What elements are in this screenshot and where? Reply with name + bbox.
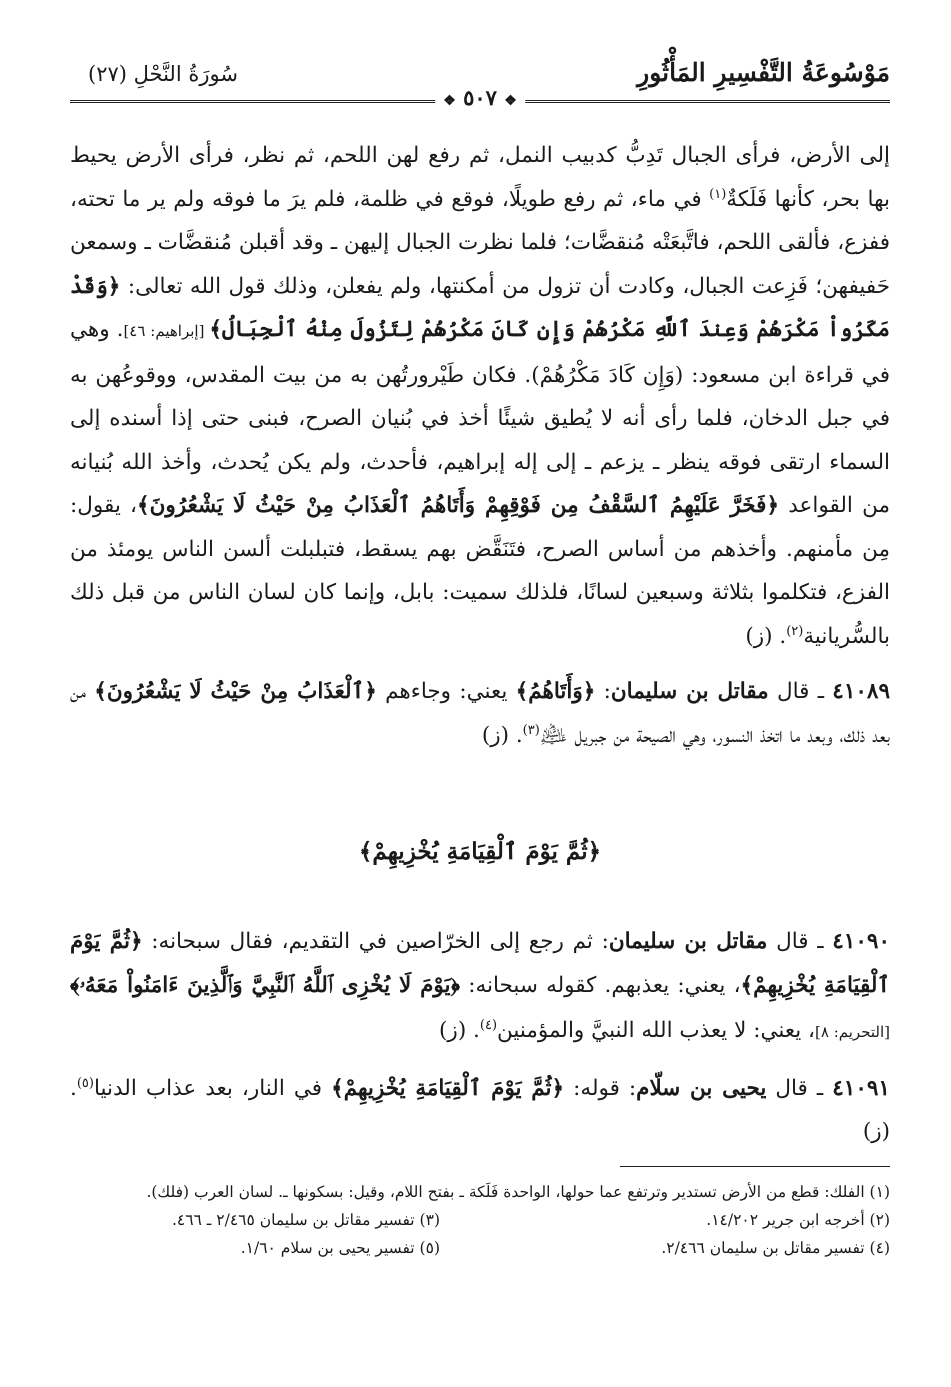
narrator-name: يحيى بن سلّام xyxy=(636,1075,767,1101)
quran-quote: ﴿فَخَرَّ عَلَيْهِمُ ٱلسَّقْفُ مِن فَوْقِهِمْ وَأَتَاهُمُ ٱلْعَذَابُ مِنْ حَيْثُ لَا يَشْعُرُونَ﴾ xyxy=(137,493,780,518)
entry-41090 xyxy=(70,920,890,1055)
text-run: ، يعني: يعذبهم. كقوله سبحانه: xyxy=(460,972,741,998)
entry-number: ٤١٠٨٩ xyxy=(832,679,891,704)
footnote-ref: (٢) xyxy=(786,623,804,639)
quran-quote: ﴿وَأَتَاهُمُ﴾ xyxy=(515,679,596,704)
ayah-heading: ﴿ثُمَّ يَوْمَ ٱلْقِيَامَةِ يُخْزِيهِمْ﴾ xyxy=(358,838,602,865)
text-run: : قوله: xyxy=(564,1075,637,1101)
entry-number: ٤١٠٩٠ xyxy=(832,929,890,954)
narrator-name: مقاتل بن سليمان xyxy=(610,679,769,704)
quran-quote: ﴿يَوْمَ لَا يُخْزِى ٱللَّهُ ٱلنَّبِيَّ وَٱلَّذِينَ ءَامَنُواْ مَعَهُۥ﴾ xyxy=(70,972,461,998)
footnote-4: (٤) تفسير مقاتل بن سليمان ٢/٤٦٦. xyxy=(661,1239,890,1257)
text-run: من بعد ذلك، وبعد ما اتخذ النسور، وهي الصيحة من جبريل ﵇ xyxy=(70,679,890,748)
book-title: مَوْسُوعَةُ التَّفْسِيرِ المَأْثُورِ xyxy=(637,58,890,87)
quran-quote: ﴿ٱلْعَذَابُ مِنْ حَيْثُ لَا يَشْعُرُونَ﴾ xyxy=(94,679,377,704)
text-run: : xyxy=(595,679,611,704)
footnote-1: (١) الفلك: قطع من الأرض تستدير وترتفع عما حولها، الواحدة فَلَكة ـ بفتح اللام، وقيل: بسكونها ـ. لسان العرب (فلك). xyxy=(146,1183,890,1201)
text-run: . (ز) xyxy=(745,623,787,649)
quran-quote: ﴿ثُمَّ يَوْمَ ٱلْقِيَامَةِ يُخْزِيهِمْ﴾ xyxy=(70,929,891,998)
verse-reference: [التحريم: ٨] xyxy=(815,1023,890,1041)
text-run: في ماء، ثم رفع طويلًا، فوقع في ظلمة، فلم يرَ ما فوقه ولم ير ما تحته، ففزع، فألقى اللحم، فاتَّبعَتْه مُنقضَّات؛ فلما نظرت الجبال إليهن ـ وقد أقبلن مُنقضَّات ـ وسمعن حَفيفهن؛ فَزِعت الجبال، وكادت أن تزول من أمكنتها، ولم يفعلن، وذلك قول الله تعالى: xyxy=(70,186,890,299)
footnote-ref: (١) xyxy=(709,186,727,202)
ornament-icon: ❖ xyxy=(504,93,517,109)
page-number-text: ٥٠٧ xyxy=(463,85,497,110)
ornament-icon: ❖ xyxy=(443,93,456,109)
text-run: . (ز) xyxy=(70,1075,890,1144)
text-run: ـ قال xyxy=(767,929,833,954)
narration-paragraph xyxy=(70,134,890,658)
footnote-ref: (٣) xyxy=(522,722,540,738)
footnote-3: (٣) تفسير مقاتل بن سليمان ٢/٤٦٥ ـ ٤٦٦. xyxy=(171,1211,440,1229)
text-run: ، يقول: مِن مأمنهم. وأخذهم من أساس الصرح، فتَنَقَّض بهم يسقط، فتبلبلت ألسن الناس يومئذ من الفزع، فتكلموا بثلاثة وسبعين لسانًا، فلذلك سميت: بابل، وإنما كان لسان الناس من قبل ذلك بالسُّريانية xyxy=(70,493,890,649)
quran-quote: ﴿ثُمَّ يَوْمَ ٱلْقِيَامَةِ يُخْزِيهِمْ﴾ xyxy=(331,1075,565,1101)
quran-quote: ﴿وَقَدْ مَكَرُواْ مَكْرَهُمْ وَعِندَ ٱللَّهِ مَكْرُهُمْ وَإِن كَانَ مَكْرُهُمْ لِتَزُولَ مِنْهُ ٱلْجِبَالُ﴾ xyxy=(70,273,891,342)
running-header xyxy=(70,58,890,110)
footnote-row xyxy=(70,1234,890,1262)
page-number xyxy=(435,85,525,110)
entry-41089 xyxy=(70,670,890,757)
text-run: : ثم رجع إلى الخرّاصين في التقديم، فقال سبحانه: xyxy=(142,929,609,954)
entry-number: ٤١٠٩١ xyxy=(832,1075,890,1101)
entry-41091 xyxy=(70,1067,890,1154)
footnote-5: (٥) تفسير يحيى بن سلام ١/٦٠. xyxy=(240,1239,440,1257)
footnotes xyxy=(70,1178,890,1262)
text-run: في النار، بعد عذاب الدنيا xyxy=(93,1075,332,1101)
footnote-ref: (٥) xyxy=(76,1075,94,1091)
footnote-ref: (٤) xyxy=(479,1017,498,1033)
verse-reference: [إبراهيم: ٤٦] xyxy=(123,322,210,340)
text-run: . (ز) xyxy=(439,1018,480,1043)
footnote-separator xyxy=(620,1166,890,1167)
footnote-row xyxy=(70,1206,890,1234)
narrator-name: مقاتل بن سليمان xyxy=(608,929,768,954)
section-entries xyxy=(70,920,890,1154)
footnote-2: (٢) أخرجه ابن جرير ١٤/٢٠٢. xyxy=(706,1211,890,1229)
text-run: إلى الأرض، فرأى الجبال تَدِبُّ كدبيب النمل، ثم رفع لهن اللحم، ثم نظر، فرأى الأرض يحيط بها بحر، كأنها فَلَكةٌ xyxy=(70,143,890,212)
surah-label: سُورَةُ النَّحْلِ (٢٧) xyxy=(88,62,238,86)
text-run: . (ز) xyxy=(481,722,523,748)
text-run: يعني: وجاءهم xyxy=(376,679,516,704)
text-run: ـ قال xyxy=(768,679,833,704)
text-run: . وهي في قراءة ابن مسعود: (وَإِن كَادَ مَكْرُهُمْ). فكان طَيْرورتُهن به من بيت المقدس، ووقوعُهن به في جبل الدخان، فلما رأى أنه لا يُطيق شيئًا أخذ في بُنيان الصرح، فبنى حتى إذا أسنده إلى السماء ارتقى فوقه ينظر ـ يزعم ـ إلى إله إبراهيم، فأحدث، ولم يكن يُحدث، وأخذ الله بُنيانه من القواعد xyxy=(70,317,890,518)
text-run: ، يعني: لا يعذب الله النبيَّ والمؤمنين xyxy=(497,1018,816,1043)
text-run: ـ قال xyxy=(766,1075,833,1101)
document-page xyxy=(70,58,891,1257)
main-text xyxy=(70,134,890,757)
